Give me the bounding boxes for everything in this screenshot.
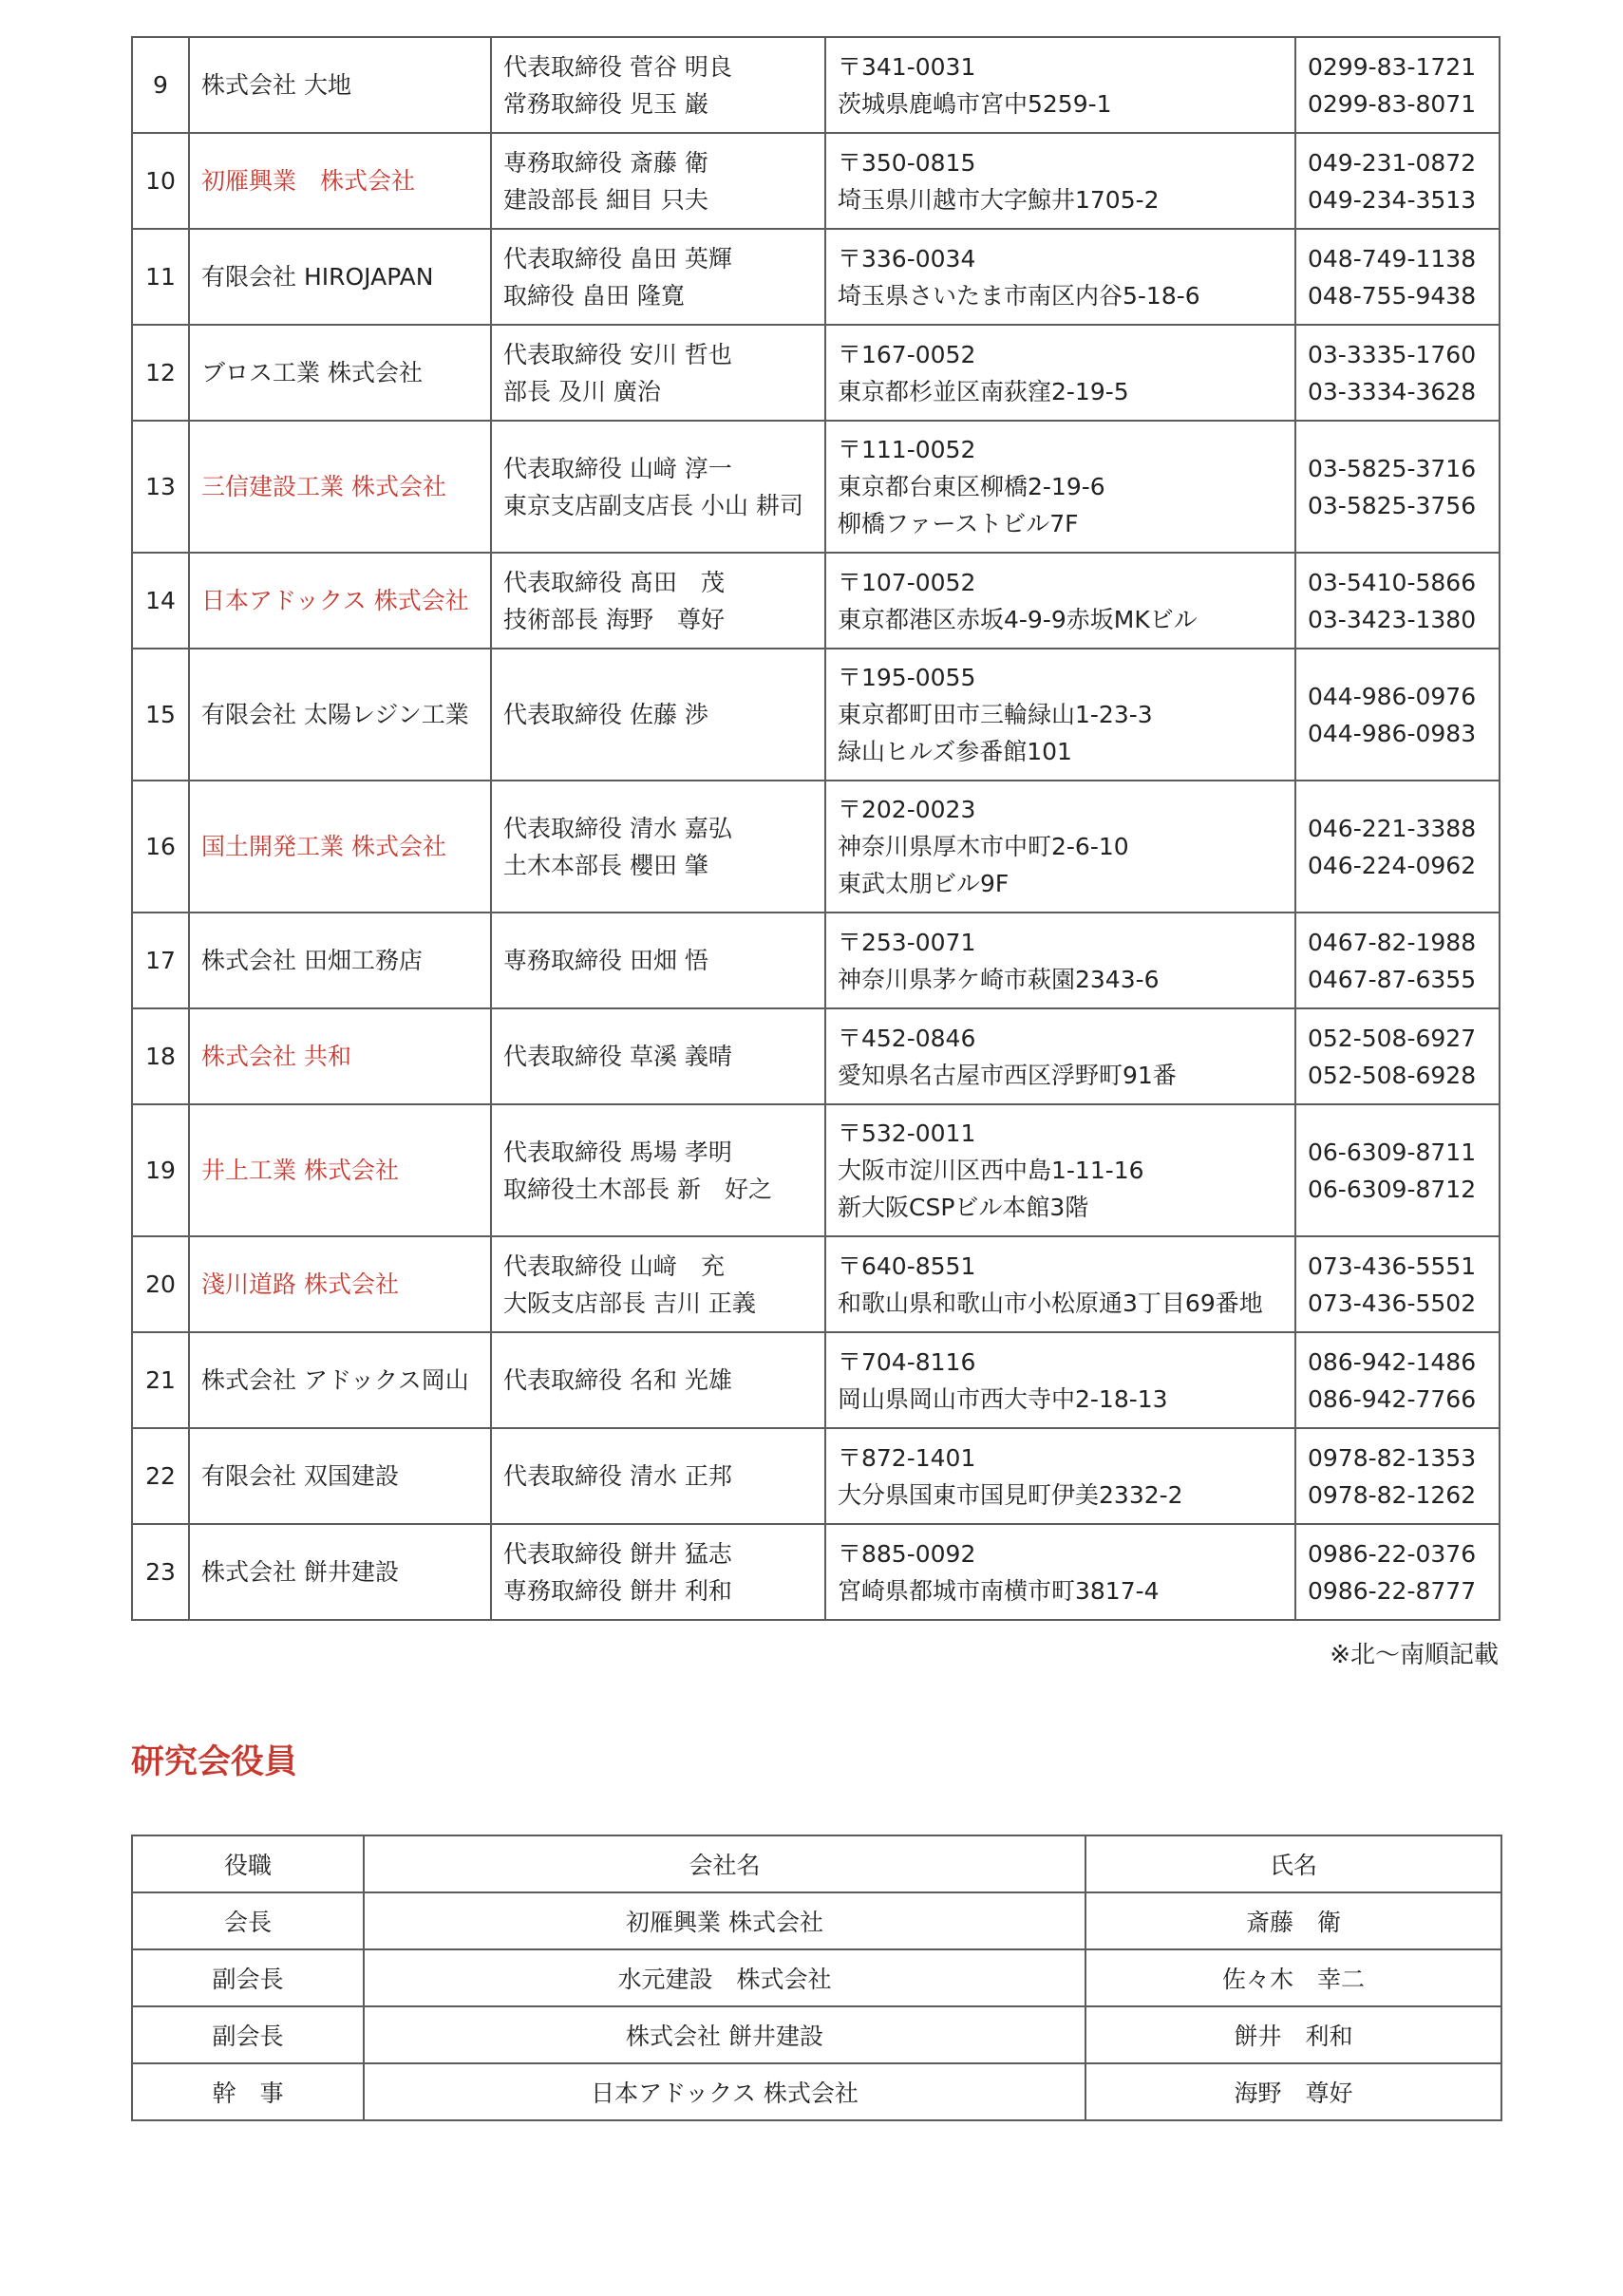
phone-number: 049-231-0872 [1308,148,1477,177]
address-line: 東京都台東区柳橋2-19-6 [838,473,1105,500]
officers-heading: 研究会役員 [131,1743,298,1781]
officer-company: 株式会社 餅井建設 [364,2006,1085,2063]
address-line: 大分県国東市国見町伊美2332-2 [838,1480,1183,1509]
representative: 代表取締役 畠田 英輝 [503,244,732,273]
company-name: 株式会社 餅井建設 [189,1524,491,1620]
phone-numbers [1295,553,1500,649]
officer-role: 幹 事 [132,2063,364,2120]
representative: 大阪支店部長 吉川 正義 [503,1289,756,1317]
phone-number: 03-5825-3716 [1308,454,1477,482]
phone-number: 03-5825-3756 [1308,491,1477,519]
address-line: 新大阪CSPビル本館3階 [838,1194,1089,1221]
phone-number: 03-3334-3628 [1308,377,1477,405]
representative: 代表取締役 馬場 孝明 [503,1138,732,1166]
address-line: 〒350-0815 [838,148,976,177]
company-name: 株式会社 大地 [189,37,491,133]
address-line: 東京都町田市三輪緑山1-23-3 [838,701,1153,728]
member-number: 12 [132,325,189,421]
member-number: 10 [132,133,189,229]
representative: 代表取締役 草溪 義晴 [503,1043,732,1070]
representatives [491,133,825,229]
member-number: 17 [132,913,189,1008]
phone-numbers [1295,649,1500,781]
address [825,1428,1295,1524]
company-name: ブロス工業 株式会社 [189,325,491,421]
representative: 専務取締役 斎藤 衛 [503,148,708,177]
representatives [491,781,825,913]
phone-number: 03-3335-1760 [1308,340,1477,368]
member-row [132,1332,1500,1428]
member-row [132,133,1500,229]
phone-number: 048-755-9438 [1308,281,1477,310]
company-name: 三信建設工業 株式会社 [189,421,491,553]
phone-number: 049-234-3513 [1308,185,1477,214]
phone-number: 03-5410-5866 [1308,568,1477,596]
representatives [491,1104,825,1236]
phone-number: 048-749-1138 [1308,244,1477,273]
header-role: 役職 [132,1835,364,1892]
company-name: 国土開発工業 株式会社 [189,781,491,913]
member-row [132,1428,1500,1524]
company-name: 有限会社 太陽レジン工業 [189,649,491,781]
representatives [491,325,825,421]
phone-number: 0299-83-1721 [1308,52,1477,81]
member-row [132,781,1500,913]
address-line: 〒202-0023 [838,796,976,823]
representative: 代表取締役 餅井 猛志 [503,1539,732,1568]
company-name: 井上工業 株式会社 [189,1104,491,1236]
representatives [491,913,825,1008]
phone-number: 06-6309-8711 [1308,1138,1477,1166]
representative: 部長 及川 廣治 [503,377,661,405]
member-number: 21 [132,1332,189,1428]
phone-numbers [1295,1104,1500,1236]
company-name: 株式会社 田畑工務店 [189,913,491,1008]
company-name: 日本アドックス 株式会社 [189,553,491,649]
officers-header-row [132,1835,1501,1892]
representative: 専務取締役 餅井 利和 [503,1576,732,1605]
address [825,37,1295,133]
address [825,1236,1295,1332]
address [825,1332,1295,1428]
company-name: 初雁興業 株式会社 [189,133,491,229]
officer-role: 会長 [132,1892,364,1949]
phone-number: 0978-82-1353 [1308,1443,1477,1472]
phone-numbers [1295,781,1500,913]
phone-numbers [1295,229,1500,325]
address-line: 〒704-8116 [838,1347,976,1376]
address-line: 〒111-0052 [838,436,976,463]
member-row [132,1008,1500,1104]
officer-name: 佐々木 幸二 [1085,1949,1501,2006]
address-line: 〒452-0846 [838,1024,976,1052]
phone-numbers [1295,1008,1500,1104]
company-name: 有限会社 HIROJAPAN [189,229,491,325]
phone-number: 073-436-5502 [1308,1289,1477,1317]
address-line: 東京都港区赤坂4-9-9赤坂MKビル [838,605,1198,633]
address-line: 〒107-0052 [838,568,976,596]
representative: 取締役土木部長 新 好之 [503,1175,772,1203]
phone-numbers [1295,1332,1500,1428]
address [825,1008,1295,1104]
representatives [491,649,825,781]
address-line: 岡山県岡山市西大寺中2-18-13 [838,1384,1168,1413]
representative: 代表取締役 山﨑 充 [503,1252,725,1280]
member-number: 20 [132,1236,189,1332]
address-line: 茨城県鹿嶋市宮中5259-1 [838,89,1112,118]
officer-row [132,2006,1501,2063]
address-line: 〒253-0071 [838,928,976,956]
representatives [491,37,825,133]
officer-row [132,2063,1501,2120]
member-number: 16 [132,781,189,913]
phone-numbers [1295,133,1500,229]
address-line: 柳橋ファーストビル7F [838,510,1079,537]
representatives [491,1524,825,1620]
phone-number: 03-3423-1380 [1308,605,1477,633]
address [825,325,1295,421]
member-number: 14 [132,553,189,649]
address-line: 埼玉県さいたま市南区内谷5-18-6 [838,281,1200,310]
address-line: 大阪市淀川区西中島1-11-16 [838,1157,1144,1184]
address-line: 〒341-0031 [838,52,976,81]
representatives [491,229,825,325]
address-line: 〒167-0052 [838,340,976,368]
header-name: 氏名 [1085,1835,1501,1892]
phone-numbers [1295,913,1500,1008]
representative: 土木本部長 櫻田 肇 [503,851,708,879]
phone-number: 06-6309-8712 [1308,1175,1477,1203]
member-row [132,913,1500,1008]
representative: 常務取締役 児玉 巌 [503,89,708,118]
address-line: 〒872-1401 [838,1443,976,1472]
member-row [132,1524,1500,1620]
officer-row [132,1892,1501,1949]
phone-numbers [1295,1524,1500,1620]
officer-row [132,1949,1501,2006]
representative: 取締役 畠田 隆寛 [503,281,685,310]
address [825,229,1295,325]
phone-number: 086-942-1486 [1308,1347,1477,1376]
phone-number: 046-221-3388 [1308,814,1477,842]
address-line: 埼玉県川越市大字鯨井1705-2 [838,185,1160,214]
address-line: 東武太朋ビル9F [838,870,1010,897]
officer-name: 餅井 利和 [1085,2006,1501,2063]
representatives [491,553,825,649]
member-row [132,37,1500,133]
phone-number: 046-224-0962 [1308,851,1477,879]
company-name: 淺川道路 株式会社 [189,1236,491,1332]
address-line: 緑山ヒルズ参番館101 [838,738,1072,765]
officer-role: 副会長 [132,2006,364,2063]
header-company: 会社名 [364,1835,1085,1892]
member-number: 19 [132,1104,189,1236]
address-line: 神奈川県茅ケ崎市萩園2343-6 [838,965,1160,993]
phone-number: 0467-82-1988 [1308,928,1477,956]
address [825,553,1295,649]
representatives [491,1008,825,1104]
address [825,1524,1295,1620]
phone-number: 052-508-6927 [1308,1024,1477,1052]
officer-name: 斎藤 衛 [1085,1892,1501,1949]
address-line: 〒195-0055 [838,664,976,691]
phone-numbers [1295,1428,1500,1524]
member-number: 23 [132,1524,189,1620]
address [825,649,1295,781]
phone-number: 0986-22-0376 [1308,1539,1477,1568]
member-row [132,649,1500,781]
phone-number: 0978-82-1262 [1308,1480,1477,1509]
representative: 代表取締役 菅谷 明良 [503,52,732,81]
representatives [491,1236,825,1332]
officers-table [131,1835,1502,2121]
officer-company: 初雁興業 株式会社 [364,1892,1085,1949]
company-name: 株式会社 共和 [189,1008,491,1104]
address [825,781,1295,913]
address-line: 〒885-0092 [838,1539,976,1568]
phone-numbers [1295,1236,1500,1332]
officer-name: 海野 尊好 [1085,2063,1501,2120]
address-line: 和歌山県和歌山市小松原通3丁目69番地 [838,1289,1263,1317]
member-row [132,325,1500,421]
address [825,421,1295,553]
member-number: 22 [132,1428,189,1524]
member-table-body [132,37,1500,1620]
phone-number: 052-508-6928 [1308,1061,1477,1089]
company-name: 株式会社 アドックス岡山 [189,1332,491,1428]
address-line: 神奈川県厚木市中町2-6-10 [838,833,1129,860]
representative: 東京支店副支店長 小山 耕司 [503,491,803,519]
member-row [132,421,1500,553]
address-line: 愛知県名古屋市西区浮野町91番 [838,1061,1177,1089]
officer-company: 日本アドックス 株式会社 [364,2063,1085,2120]
phone-number: 044-986-0976 [1308,682,1477,710]
officer-role: 副会長 [132,1949,364,2006]
address [825,913,1295,1008]
ordering-note: ※北～南順記載 [1330,1641,1499,1669]
officer-company: 水元建設 株式会社 [364,1949,1085,2006]
phone-number: 086-942-7766 [1308,1384,1477,1413]
representative: 代表取締役 髙田 茂 [503,568,725,596]
phone-number: 0467-87-6355 [1308,965,1477,993]
address [825,1104,1295,1236]
address-line: 〒336-0034 [838,244,976,273]
member-number: 13 [132,421,189,553]
representative: 専務取締役 田畑 悟 [503,947,708,974]
company-name: 有限会社 双国建設 [189,1428,491,1524]
member-number: 9 [132,37,189,133]
address-line: 〒640-8551 [838,1252,976,1280]
representative: 代表取締役 清水 嘉弘 [503,814,732,842]
address [825,133,1295,229]
representatives [491,1428,825,1524]
representative: 代表取締役 安川 哲也 [503,340,732,368]
phone-number: 073-436-5551 [1308,1252,1477,1280]
member-number: 18 [132,1008,189,1104]
representatives [491,1332,825,1428]
representative: 代表取締役 山﨑 淳一 [503,454,732,482]
representative: 建設部長 細目 只夫 [503,185,708,214]
member-row [132,1104,1500,1236]
phone-number: 0299-83-8071 [1308,89,1477,118]
address-line: 宮崎県都城市南横市町3817-4 [838,1576,1160,1605]
phone-numbers [1295,37,1500,133]
representative: 代表取締役 佐藤 渉 [503,701,708,728]
phone-number: 044-986-0983 [1308,719,1477,747]
member-number: 11 [132,229,189,325]
phone-numbers [1295,325,1500,421]
member-row [132,229,1500,325]
member-row [132,1236,1500,1332]
address-line: 東京都杉並区南荻窪2-19-5 [838,377,1129,405]
representative: 代表取締役 清水 正邦 [503,1462,732,1490]
member-number: 15 [132,649,189,781]
representatives [491,421,825,553]
member-table [131,36,1500,1621]
phone-number: 0986-22-8777 [1308,1576,1477,1605]
member-row [132,553,1500,649]
representative: 代表取締役 名和 光雄 [503,1366,732,1394]
address-line: 〒532-0011 [838,1120,976,1147]
phone-numbers [1295,421,1500,553]
representative: 技術部長 海野 尊好 [503,605,725,633]
